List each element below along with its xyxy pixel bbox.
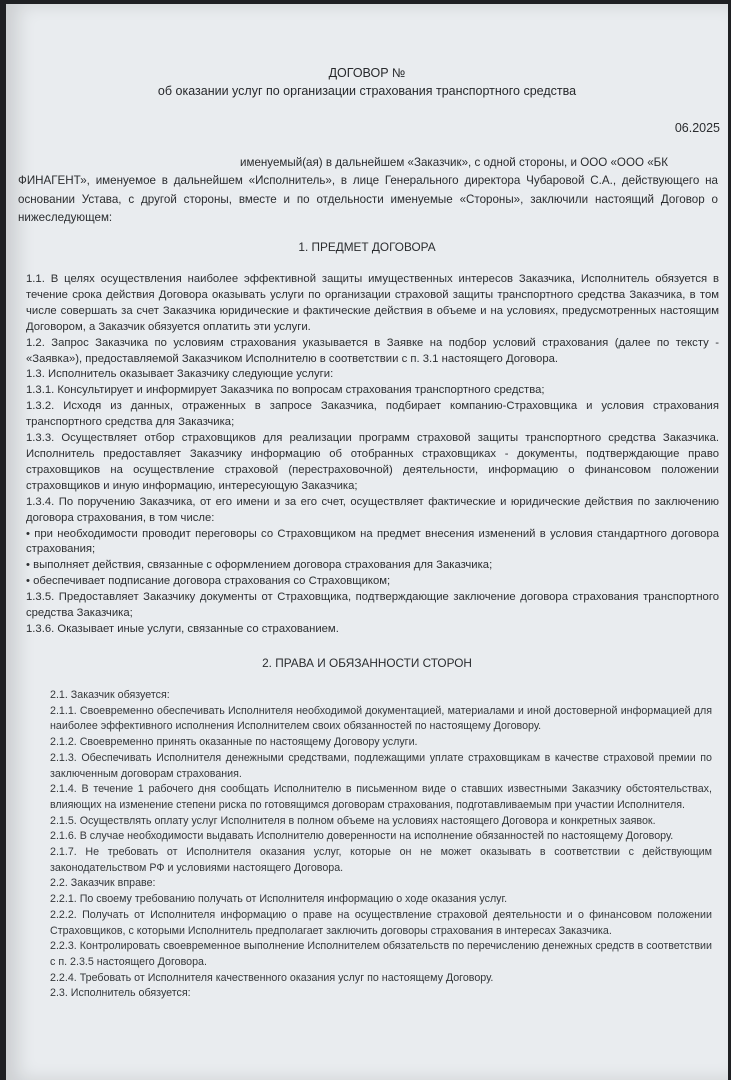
document-title: ДОГОВОР №	[328, 66, 406, 80]
document-page	[6, 4, 728, 1080]
clause-2-2-4: 2.2.4. Требовать от Исполнителя качественного оказания услуг по настоящему Договору.	[50, 971, 494, 984]
bullet-item: • обеспечивает подписание договора страхования со Страховщиком;	[26, 574, 719, 590]
clause-2-2-3: 2.2.3. Контролировать своевременное выполнение Исполнителем обязательств по перечислению денежных средств в соответствии с п. 2.3.5 настоящего Договора.	[50, 940, 712, 968]
bullet-item: • выполняет действия, связанные с оформлением договора страхования для Заказчика;	[26, 558, 719, 574]
section-1-title: 1. ПРЕДМЕТ ДОГОВОРА	[298, 240, 436, 254]
document-subtitle: об оказании услуг по организации страхования транспортного средства	[157, 84, 577, 98]
clause-1-3-5: 1.3.5. Предоставляет Заказчику документы от Страховщика, подтверждающие заключение договора страхования транспортного средства Заказчика;	[26, 591, 719, 620]
clause-2-3: 2.3. Исполнитель обязуется:	[50, 987, 191, 1000]
clause-2-2-2: 2.2.2. Получать от Исполнителя информацию о праве на осуществление страховой деятельности и о финансовом положении Страховщиков, с которыми Исполнитель предполагает заключить договоры страхования в интересах Заказчика.	[50, 908, 712, 937]
clause-2-1-3: 2.1.3. Обеспечивать Исполнителя денежными средствами, подлежащими уплате страховщикам в качестве страховой премии по заключенным договорам страхования.	[50, 751, 712, 780]
preamble-first-line: именуемый(ая) в дальнейшем «Заказчик», с одной стороны, и ООО «ООО «БК	[240, 156, 669, 169]
clause-2-1: 2.1. Заказчик обязуется:	[50, 689, 170, 701]
clause-2-1-4: 2.1.4. В течение 1 рабочего дня сообщать Исполнителю в письменном виде о ставших известными Заказчику обстоятельствах, влияющих на изменение степени риска по готовящимся договорам страхования, подготавливаемым при участии Исполнителя.	[50, 783, 712, 811]
clause-2-1-2: 2.1.2. Своевременно принять оказанные по настоящему Договору услуги.	[50, 736, 418, 749]
section-1-body	[26, 272, 719, 638]
clause-2-2-1: 2.2.1. По своему требованию получать от Исполнителя информацию о ходе оказания услуг.	[50, 893, 508, 906]
clause-2-1-6: 2.1.6. В случае необходимости выдавать Исполнителю доверенности на исполнение обязанностей по настоящему Договору.	[50, 830, 674, 843]
clause-1-3-1: 1.3.1. Консультирует и информирует Заказчика по вопросам страхования транспортного средства;	[26, 384, 545, 397]
section-2-body	[50, 688, 712, 1002]
clause-1-3-6: 1.3.6. Оказывает иные услуги, связанные со страхованием.	[26, 622, 339, 635]
clause-2-1-5: 2.1.5. Осуществлять оплату услуг Исполнителя в полном объеме на условиях настоящего Договора и конкретных заявок.	[50, 814, 656, 827]
clause-1-1: 1.1. В целях осуществления наиболее эффективной защиты имущественных интересов Заказчика, Исполнитель обязуется в течение срока действия Договора оказывать услуги по организации страховой защиты транспортного средства Заказчика, в том числе совершать за счет Заказчика юридические и фактические действия в объеме и на условиях, предусмотренных настоящим Договором, а Заказчик обязуется оплатить эти услуги.	[26, 273, 719, 333]
preamble-text: ФИНАГЕНТ», именуемое в дальнейшем «Исполнитель», в лице Генерального директора Чубаровой С.А., действующего на основании Устава, с другой стороны, вместе и по отдельности именуемые «Стороны», заключили настоящий Договор о нижеследующем:	[18, 174, 718, 225]
clause-2-1-1: 2.1.1. Своевременно обеспечивать Исполнителя необходимой документацией, материалами и иной достоверной информацией для наиболее эффективного исполнения Исполнителем своих обязанностей по настоящему Договору.	[50, 704, 712, 733]
clause-2-1-7: 2.1.7. Не требовать от Исполнителя оказания услуг, которые он не может оказывать в соответствии с действующим законодательством РФ и условиями настоящего Договора.	[50, 846, 712, 874]
preamble	[18, 154, 718, 228]
clause-1-2: 1.2. Запрос Заказчика по условиям страхования указывается в Заявке на подбор условий страхования (далее по тексту - «Заявка»), предоставляемой Заказчиком Исполнителю в соответствии с п. 3.1 настоящего Договора.	[26, 336, 719, 365]
document-date: 06.2025	[674, 121, 720, 135]
clause-1-3: 1.3. Исполнитель оказывает Заказчику следующие услуги:	[26, 368, 334, 381]
clause-1-3-3: 1.3.3. Осуществляет отбор страховщиков для реализации программ страховой защиты транспортного средства Заказчика. Исполнитель предоставляет Заказчику информацию об отобранных страховщиках - документы, подтверждающие право страховщиков на осуществление страховой (перестраховочной) деятельности, информацию о финансовом положении страховщиков и иную информацию, интересующую Заказчика;	[26, 432, 719, 492]
bullet-item: • при необходимости проводит переговоры со Страховщиком на предмет внесения изменений в условия стандартного договора страхования;	[26, 527, 719, 559]
section-2-title: 2. ПРАВА И ОБЯЗАННОСТИ СТОРОН	[262, 656, 472, 670]
clause-2-2: 2.2. Заказчик вправе:	[50, 877, 156, 890]
clause-1-3-4: 1.3.4. По поручению Заказчика, от его имени и за его счет, осуществляет фактические и юридические действия по заключению договора страхования, в том числе:	[26, 495, 719, 524]
clause-1-3-2: 1.3.2. Исходя из данных, отраженных в запросе Заказчика, подбирает компанию-Страховщика и условия страхования транспортного средства для Заказчика;	[26, 400, 719, 429]
